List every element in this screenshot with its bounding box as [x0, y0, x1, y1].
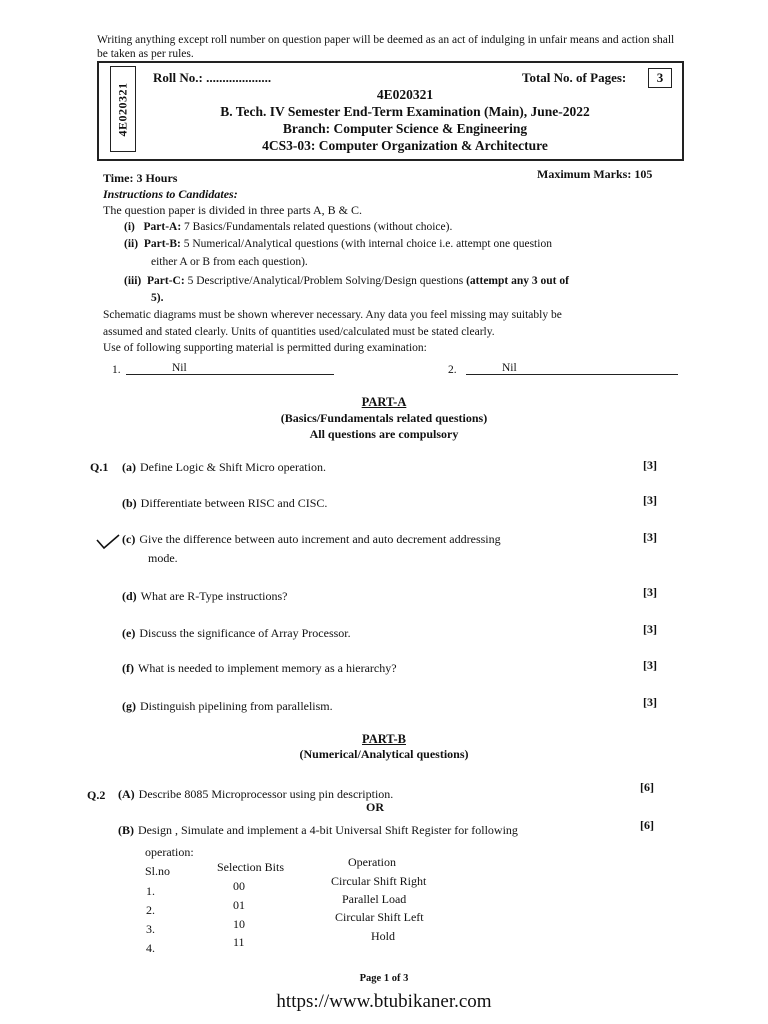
question-marks: [3]	[643, 530, 657, 544]
question-label: (g)	[122, 699, 136, 713]
instruction-item: (iii) Part-C: 5 Descriptive/Analytical/Problem Solving/Design questions (attempt any 3 out of	[124, 275, 569, 287]
max-marks: Maximum Marks: 105	[537, 167, 653, 181]
table-cell: 10	[233, 917, 245, 931]
instruction-item: (ii) Part-B: 5 Numerical/Analytical questions (with internal choice i.e. attempt one question	[124, 238, 552, 250]
question-row	[122, 697, 642, 715]
table-cell: 4.	[146, 941, 155, 955]
question-marks: [3]	[643, 695, 657, 709]
instructions-intro: The question paper is divided in three parts A, B & C.	[103, 203, 362, 217]
instruction-item: (i) Part-A: 7 Basics/Fundamentals related questions (without choice).	[124, 221, 453, 233]
question-label: (e)	[122, 626, 136, 640]
paper-code: 4E020321	[376, 87, 434, 102]
q1-number: Q.1	[90, 460, 109, 474]
question-text: Design , Simulate and implement a 4-bit Universal Shift Register for following	[138, 823, 518, 837]
instructions-heading: Instructions to Candidates:	[103, 187, 238, 201]
warning-text: Writing anything except roll number on question paper will be deemed as an act of indulging in unfair means and action shall be taken as per rules.	[97, 34, 675, 60]
exam-title: B. Tech. IV Semester End-Term Examination (Main), June-2022	[220, 104, 590, 119]
question-row	[122, 458, 662, 476]
material-1-number: 1.	[112, 364, 121, 376]
instruction-item-cont: 5).	[151, 292, 164, 304]
table-cell: 11	[233, 935, 245, 949]
q2-number: Q.2	[87, 788, 106, 802]
question-row	[118, 821, 628, 839]
table-header: Operation	[348, 855, 396, 869]
question-label: (f)	[122, 661, 134, 675]
question-text: Describe 8085 Microprocessor using pin description.	[138, 787, 394, 801]
question-text: Differentiate between RISC and CISC.	[140, 496, 328, 510]
or-separator: OR	[366, 800, 384, 814]
question-label: (c)	[122, 532, 136, 546]
table-header: Sl.no	[145, 864, 171, 878]
question-marks: [3]	[643, 622, 657, 636]
table-cell: 1.	[146, 884, 155, 898]
page-number: Page 1 of 3	[359, 973, 409, 984]
table-cell: Circular Shift Right	[331, 874, 427, 888]
question-text-cont: mode.	[148, 551, 178, 565]
total-pages-value: 3	[648, 68, 672, 88]
material-note: Use of following supporting material is permitted during examination:	[103, 342, 427, 354]
question-label: (A)	[118, 787, 135, 801]
question-text: Define Logic & Shift Micro operation.	[140, 460, 326, 474]
question-text: Discuss the significance of Array Processor.	[139, 626, 351, 640]
roll-no: Roll No.: ....................	[153, 70, 272, 85]
part-b-title: PART-B	[361, 732, 406, 746]
material-1: Nil	[126, 362, 334, 375]
question-row	[122, 494, 642, 512]
question-text: What are R-Type instructions?	[140, 589, 288, 603]
question-row	[122, 587, 642, 605]
question-marks: [6]	[640, 780, 654, 794]
schematic-note-cont: assumed and stated clearly. Units of quantities used/calculated must be stated clearly.	[103, 326, 495, 338]
question-marks: [3]	[643, 658, 657, 672]
side-code: 4E020321	[115, 81, 130, 137]
instruction-item-cont: either A or B from each question).	[151, 256, 308, 268]
table-cell: 2.	[146, 903, 155, 917]
tick-mark-icon	[96, 534, 120, 550]
table-cell: Circular Shift Left	[335, 910, 424, 924]
material-2-number: 2.	[448, 364, 457, 376]
material-2: Nil	[466, 362, 678, 375]
question-row	[122, 530, 608, 548]
part-b-subtitle: (Numerical/Analytical questions)	[299, 747, 469, 761]
table-cell: Parallel Load	[342, 892, 407, 906]
question-row	[122, 624, 642, 642]
branch: Branch: Computer Science & Engineering	[282, 121, 528, 136]
question-marks: [6]	[640, 818, 654, 832]
question-label: (b)	[122, 496, 137, 510]
question-row	[122, 659, 642, 677]
table-cell: Hold	[371, 929, 395, 943]
question-label: (a)	[122, 460, 136, 474]
table-cell: 00	[233, 879, 245, 893]
time: Time: 3 Hours	[103, 171, 178, 185]
part-a-title: PART-A	[361, 395, 407, 409]
question-label: (B)	[118, 823, 134, 837]
question-text: Give the difference between auto increment and auto decrement addressing	[139, 532, 501, 546]
schematic-note: Schematic diagrams must be shown wherever necessary. Any data you feel missing may suitably be	[103, 309, 562, 321]
table-cell: 3.	[146, 922, 155, 936]
subject: 4CS3-03: Computer Organization & Architecture	[262, 138, 548, 153]
part-a-note: All questions are compulsory	[309, 427, 459, 441]
question-marks: [3]	[643, 493, 657, 507]
question-marks: [3]	[643, 585, 657, 599]
question-label: (d)	[122, 589, 137, 603]
total-pages-label: Total No. of Pages:	[522, 70, 627, 85]
table-header: Selection Bits	[217, 860, 284, 874]
question-text: Distinguish pipelining from parallelism.	[140, 699, 333, 713]
question-text: What is needed to implement memory as a hierarchy?	[138, 661, 397, 675]
part-a-subtitle: (Basics/Fundamentals related questions)	[280, 411, 488, 425]
table-cell: 01	[233, 898, 245, 912]
source-url: https://www.btubikaner.com	[276, 991, 492, 1012]
question-text-cont: operation:	[145, 845, 194, 859]
question-marks: [3]	[643, 458, 657, 472]
